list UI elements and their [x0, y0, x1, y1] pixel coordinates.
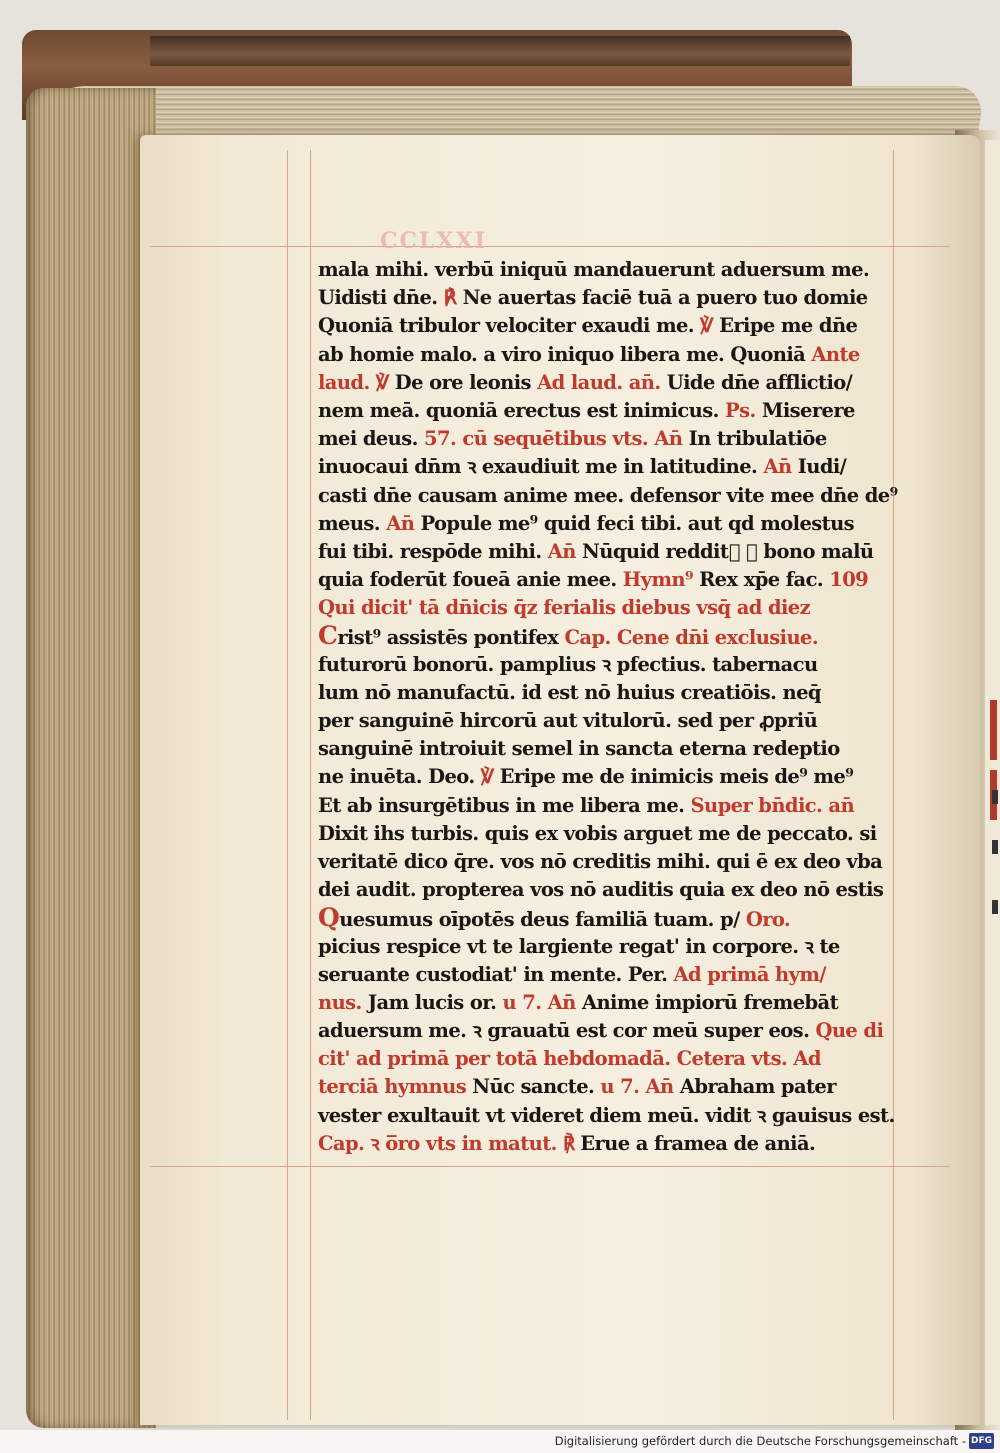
rubric-text: ℟ [443, 286, 457, 310]
rubric-text: An̄ [386, 511, 415, 535]
body-text: quia foderūt foueā anie mee. [318, 568, 623, 592]
rubric-text: u 7. An̄ [502, 990, 576, 1014]
body-text: uesumus oīpotēs deus familiā tuam. p/ [339, 908, 746, 932]
body-text: Iudi/ [791, 455, 847, 479]
body-text: sanguinē introiuit semel in sancta eterna redeptio [318, 737, 840, 761]
funding-notice: Digitalisierung gefördert durch die Deutsche Forschungsgemeinschaft - [554, 1434, 966, 1448]
rubric-text: Cap. ꝛ o̅ro vts in matut. [318, 1131, 557, 1155]
rubric-text: Ad primā hym/ [673, 962, 826, 986]
body-text: rist⁹ assistēs pontifex [337, 626, 565, 650]
body-text: per sanguinē hircorū aut vitulorū. sed per ꝓpriū [318, 709, 818, 732]
text-line [318, 763, 883, 791]
rubric-text: 57. cū sequētibus vts. An̄ [424, 427, 683, 451]
rubric-text: Ante [811, 342, 860, 366]
text-line [318, 256, 883, 284]
body-text: mei deus. [318, 427, 425, 451]
text-line [318, 453, 883, 481]
text-block [318, 256, 898, 1158]
text-line [318, 820, 883, 848]
text-line [318, 594, 883, 622]
rubric-text: 109 [829, 568, 869, 592]
rubric-text: Oro. [745, 908, 791, 932]
body-text: veritatē dico q̄re. vos nō creditis mihi. qui ē ex deo vba [318, 849, 883, 873]
body-text: nem meā. quoniā erectus est inimicus. [318, 398, 726, 422]
body-text: Uide dn̄e afflictio/ [660, 370, 853, 394]
body-text: Rex xp̄e fac. [692, 568, 830, 592]
text-line [318, 622, 883, 650]
text-line [318, 482, 898, 510]
body-text: Ne auertas faciē tuā a puero tuo domie [456, 286, 868, 310]
rubric-text: Qui dicit' tā dn̄icis q̄z ferialis diebus vsq̄ ad diez [318, 596, 811, 620]
body-text: inuocaui dn̄m ꝛ exaudiuit me in latitudine. [318, 455, 764, 479]
rubric-text: Cene dn̄i exclusiue. [610, 626, 819, 650]
body-text: Eripe me dn̄e [712, 314, 858, 338]
rubric-text: terciā hymnus [318, 1075, 467, 1099]
text-line [318, 735, 883, 763]
facing-page-rubric-mark [990, 700, 997, 760]
rubric-text: Ad laud. an̄. [537, 370, 661, 394]
rubric-text: Q [318, 903, 340, 933]
text-line [318, 341, 883, 369]
rubric-text: An̄ [763, 455, 792, 479]
body-text: Anime impiorū fremebāt [575, 990, 838, 1014]
body-text: mala mihi. verbū iniquū mandauerunt aduersum me. [318, 258, 870, 281]
body-text: meus. [318, 511, 387, 535]
text-line [318, 1017, 883, 1045]
footer-bar [0, 1430, 1000, 1453]
ruling-line-left-outer [287, 150, 288, 1420]
text-line [318, 1073, 883, 1101]
folio-number: CCLXXI [380, 228, 487, 254]
body-text: Jam lucis or. [361, 990, 503, 1014]
body-text: Erue a framea de aniā. [574, 1131, 816, 1155]
text-line [318, 651, 883, 679]
body-text: Popule me⁹ quid feci tibi. aut qd molestus [414, 511, 855, 535]
text-line [318, 284, 883, 312]
page-block-fore-edge [26, 88, 156, 1428]
body-text: De ore leonis [388, 370, 538, 394]
body-text: ab homie malo. a viro iniquo libera me. Quoniā [318, 342, 812, 366]
rubric-text: C [318, 621, 338, 651]
ruling-line-left [310, 150, 311, 1420]
body-text: Eripe me de inimicis meis de⁹ me⁹ [493, 765, 854, 789]
text-line [318, 312, 883, 340]
rubric-text: ℣ [480, 765, 494, 789]
rubric-text: u 7. An̄ [600, 1075, 674, 1099]
rubric-text: laud. ℣ [318, 370, 389, 394]
rubric-text: Que di [815, 1019, 884, 1043]
rubric-text: cit' ad primā per totā hebdomadā. Cetera vts. Ad [318, 1047, 821, 1071]
body-text: Quoniā tribulor velociter exaudi me. [318, 314, 701, 338]
text-line [318, 961, 883, 989]
body-text: Nūc sancte. [466, 1075, 601, 1099]
body-text: ne inuēta. Deo. [318, 765, 481, 789]
rubric-text: Super bn̄dic. an̄ [690, 793, 855, 817]
ruling-line-right [893, 150, 894, 1420]
body-text: Dixit ihs turbis. quis ex vobis arguet me de peccato. si [318, 821, 877, 845]
facing-page-ink-mark [992, 840, 998, 854]
text-line [318, 510, 883, 538]
text-line [318, 933, 883, 961]
rubric-text: ℟ [563, 1131, 575, 1155]
body-text: Miserere [755, 398, 855, 422]
body-text: picius respice vt te largiente regat' in corpore. ꝛ te [318, 934, 840, 958]
rubric-text: Cap. [564, 626, 611, 650]
text-line [318, 876, 883, 904]
ruling-line-bottom [150, 1166, 950, 1167]
text-line [318, 425, 883, 453]
facing-page-ink-mark [992, 790, 998, 804]
text-line [318, 679, 883, 707]
body-text: Abraham pater [673, 1075, 836, 1099]
rubric-text: nus. [318, 990, 362, 1014]
text-line [318, 369, 883, 397]
body-text: seruante custodiat' in mente. Per. [318, 962, 674, 986]
text-line [318, 566, 883, 594]
rubric-text: An̄ [547, 539, 576, 563]
body-text: Uidisti dn̄e. [318, 286, 444, 310]
text-line [318, 707, 883, 735]
text-line [318, 848, 883, 876]
dfg-logo: DFG [969, 1433, 994, 1449]
body-text: vester exultauit vt videret diem meū. vidit ꝛ gauisus est. [318, 1103, 895, 1127]
text-line [318, 1102, 895, 1130]
facing-page-ink-mark [992, 900, 998, 914]
body-text: fui tibi. respōde mihi. [318, 539, 548, 563]
book-headband [150, 36, 850, 66]
body-text: aduersum me. ꝛ grauatū est cor meū super eos. [318, 1019, 816, 1043]
rubric-text: Hymn⁹ [622, 568, 693, 592]
body-text: casti dn̄e causam anime mee. defensor vite mee dn̄e de⁹ [318, 483, 898, 507]
body-text: futurorū bonorū. pamplius ꝛ pfectius. tabernacu [318, 652, 818, 676]
text-line [318, 1130, 883, 1158]
text-line [318, 397, 883, 425]
text-line [318, 1045, 883, 1073]
body-text: Et ab insurgētibus in me libera me. [318, 793, 691, 817]
text-line [318, 989, 883, 1017]
text-line [318, 538, 883, 566]
body-text: Nūquid reddit᷑ ꝓ bono malū [575, 539, 874, 563]
body-text: lum nō manufactū. id est nō huius creatiōis. neq̄ [318, 680, 821, 704]
body-text: In tribulatiōe [682, 427, 827, 451]
rubric-text: Ps. [725, 398, 756, 422]
rubric-text: ℣ [700, 314, 713, 338]
ruling-line-top [150, 246, 950, 247]
text-line [318, 792, 883, 820]
body-text: dei audit. propterea vos nō auditis quia ex deo nō estis [318, 878, 884, 902]
text-line [318, 904, 883, 932]
